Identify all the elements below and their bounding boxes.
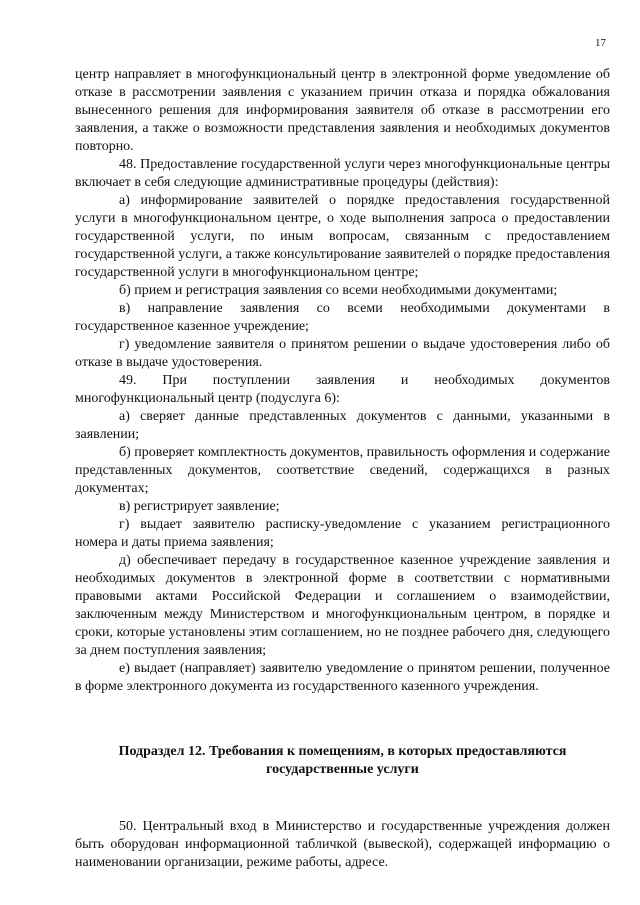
paragraph-49-e: е) выдает (направляет) заявителю уведомление о принятом решении, полученное в форме электронного документа из государственного казенного учреждения. (75, 661, 610, 694)
closing-section (75, 818, 610, 872)
paragraph-continuation: центр направляет в многофункциональный центр в электронной форме уведомление об отказе в рассмотрении заявления с указанием причин отказа и порядка обжалования вынесенного решения для информирования заявителя об отказе в рассмотрении его заявления, а также о возможности представления заявления и необходимых документов повторно. (75, 67, 610, 154)
section-heading-line1: Подраздел 12. Требования к помещениям, в которых предоставляются (118, 744, 567, 759)
paragraph-48: 48. Предоставление государственной услуги через многофункциональные центры включает в себя следующие административные процедуры (действия): (75, 157, 610, 190)
paragraph-50: 50. Центральный вход в Министерство и государственные учреждения должен быть оборудован информационной табличкой (вывеской), содержащей информацию о наименовании организации, режиме работы, адресе. (75, 819, 610, 870)
section-heading (75, 743, 610, 779)
paragraph-49-b: б) проверяет комплектность документов, правильность оформления и содержание представленных документов, соответствие сведений, содержащихся в разных документах; (75, 445, 610, 496)
paragraph-49: 49. При поступлении заявления и необходимых документов многофункциональный центр (подуслуга 6): (75, 373, 610, 406)
document-body (75, 66, 610, 696)
paragraph-48-b: б) прием и регистрация заявления со всеми необходимыми документами; (119, 283, 558, 298)
section-heading-line2: государственные услуги (266, 762, 419, 777)
paragraph-48-g: г) уведомление заявителя о принятом решении о выдаче удостоверения либо об отказе в выдаче удостоверения. (75, 337, 610, 370)
paragraph-48-v: в) направление заявления со всеми необходимыми документами в государственное казенное учреждение; (75, 301, 610, 334)
page-number: 17 (595, 37, 606, 49)
paragraph-49-d: д) обеспечивает передачу в государственное казенное учреждение заявления и необходимых документов в электронной форме в соответствии с нормативными правовыми актами Российской Федерации и соглашением о взаимодействии, заключенным между Министерством и многофункциональным центром, в порядке и сроки, которые установлены этим соглашением, но не позднее рабочего дня, следующего за днем поступления заявления; (75, 553, 610, 658)
paragraph-48-a: а) информирование заявителей о порядке предоставления государственной услуги в многофункциональном центре, о ходе выполнения запроса о предоставлении государственной услуги, по иным вопросам, связанным с предоставлением государственной услуги, а также консультирование заявителей о порядке предоставления государственной услуги в многофункциональном центре; (75, 193, 611, 280)
paragraph-49-v: в) регистрирует заявление; (119, 499, 280, 514)
paragraph-49-a: а) сверяет данные представленных документов с данными, указанными в заявлении; (75, 409, 610, 442)
paragraph-49-g: г) выдает заявителю расписку-уведомление с указанием регистрационного номера и даты приема заявления; (75, 517, 610, 550)
